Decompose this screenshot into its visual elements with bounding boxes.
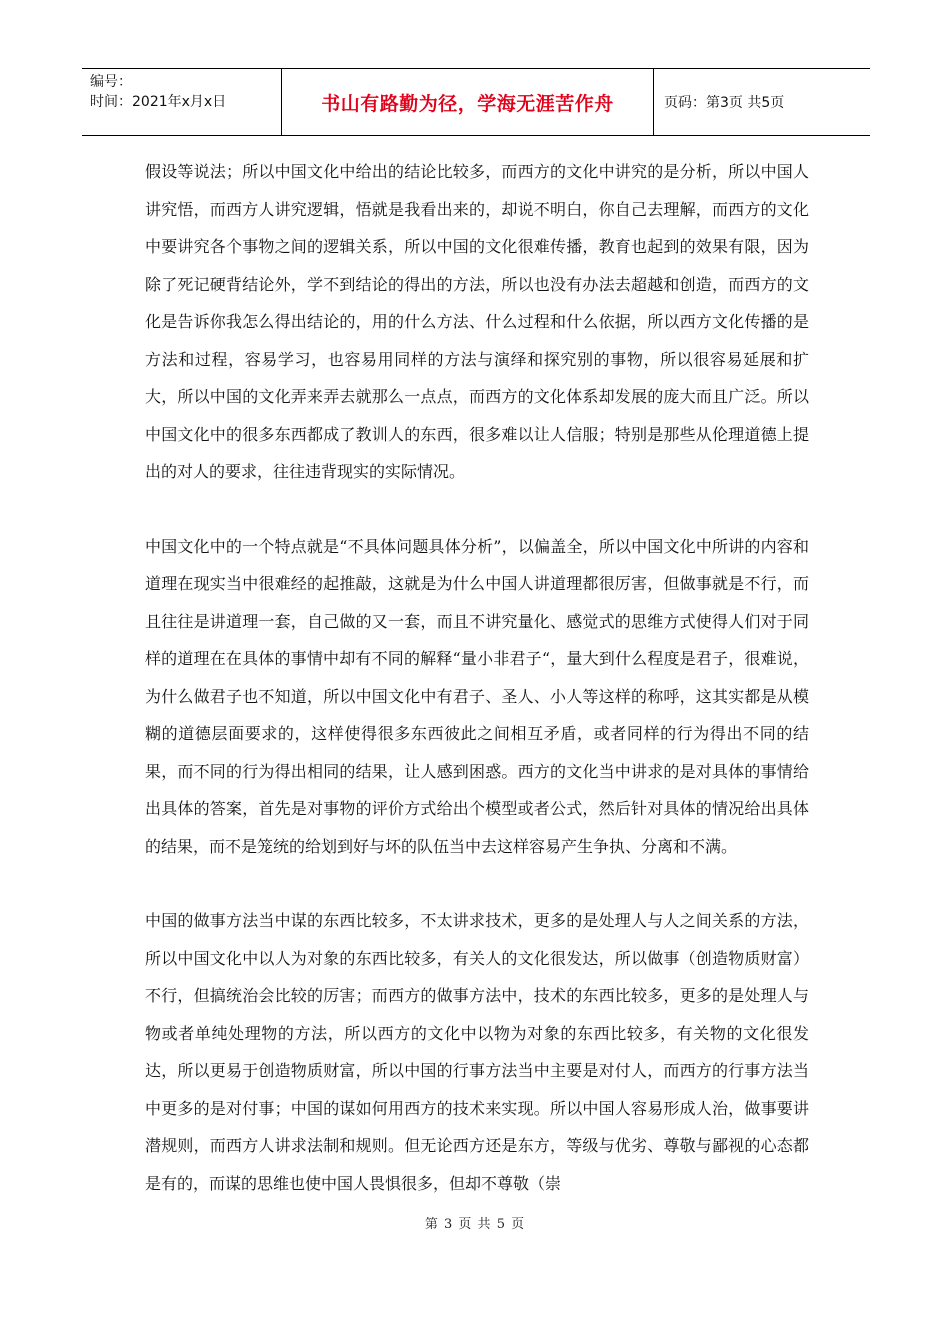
body-paragraph: 中国的做事方法当中谋的东西比较多，不太讲求技术，更多的是处理人与人之间关系的方法，所以中国文化中以人为对象的东西比较多，有关人的文化很发达，所以做事（创造物质财富）不行，但搞统治会比较的厉害；而西方的做事方法中，技术的东西比较多，更多的是处理人与物或者单纯处理物的方法，所以西方的文化中以物为对象的东西比较多，有关物的文化很发达，所以更易于创造物质财富，所以中国的行事方法当中主要是对付人，而西方的行事方法当中更多的是对付事；中国的谋如何用西方的技术来实现。所以中国人容易形成人治，做事要讲潜规则，而西方人讲求法制和规则。但无论西方还是东方，等级与优劣、尊敬与鄙视的心态都是有的，而谋的思维也使中国人畏惧很多，但却不尊敬（崇 [145, 911, 809, 1193]
page-footer: 第 3 页 共 5 页 [424, 1217, 526, 1232]
document-body [145, 153, 809, 1202]
document-number-label: 编号： [90, 74, 132, 90]
document-date-label: 时间：2021年x月x日 [90, 94, 227, 110]
header-meta [82, 69, 282, 135]
page-header [82, 68, 870, 136]
header-motto: 书山有路勤为径，学海无涯苦作舟 [282, 69, 654, 135]
header-page-label: 页码：第3页 共5页 [664, 95, 785, 111]
body-paragraph: 假设等说法；所以中国文化中给出的结论比较多，而西方的文化中讲究的是分析，所以中国人讲究悟，而西方人讲究逻辑，悟就是我看出来的，却说不明白，你自己去理解，而西方的文化中要讲究各个事物之间的逻辑关系，所以中国的文化很难传播，教育也起到的效果有限，因为除了死记硬背结论外，学不到结论的得出的方法，所以也没有办法去超越和创造，而西方的文化是告诉你我怎么得出结论的，用的什么方法、什么过程和什么依据，所以西方文化传播的是方法和过程，容易学习，也容易用同样的方法与演绎和探究别的事物，所以很容易延展和扩大，所以中国的文化弄来弄去就那么一点点，而西方的文化体系却发展的庞大而且广泛。所以中国文化中的很多东西都成了教训人的东西，很多难以让人信服；特别是那些从伦理道德上提出的对人的要求，往往违背现实的实际情况。 [145, 162, 809, 481]
body-paragraph: 中国文化中的一个特点就是“不具体问题具体分析”，以偏盖全，所以中国文化中所讲的内容和道理在现实当中很难经的起推敲，这就是为什么中国人讲道理都很厉害，但做事就是不行，而且往往是讲道理一套，自己做的又一套，而且不讲究量化、感觉式的思维方式使得人们对于同样的道理在在具体的事情中却有不同的解释“量小非君子“，量大到什么程度是君子，很难说，为什么做君子也不知道，所以中国文化中有君子、圣人、小人等这样的称呼，这其实都是从模糊的道德层面要求的，这样使得很多东西彼此之间相互矛盾，或者同样的行为得出不同的结果，而不同的行为得出相同的结果，让人感到困惑。西方的文化当中讲求的是对具体的事情给出具体的答案，首先是对事物的评价方式给出个模型或者公式，然后针对具体的情况给出具体的结果，而不是笼统的给划到好与坏的队伍当中去这样容易产生争执、分离和不满。 [145, 536, 809, 856]
